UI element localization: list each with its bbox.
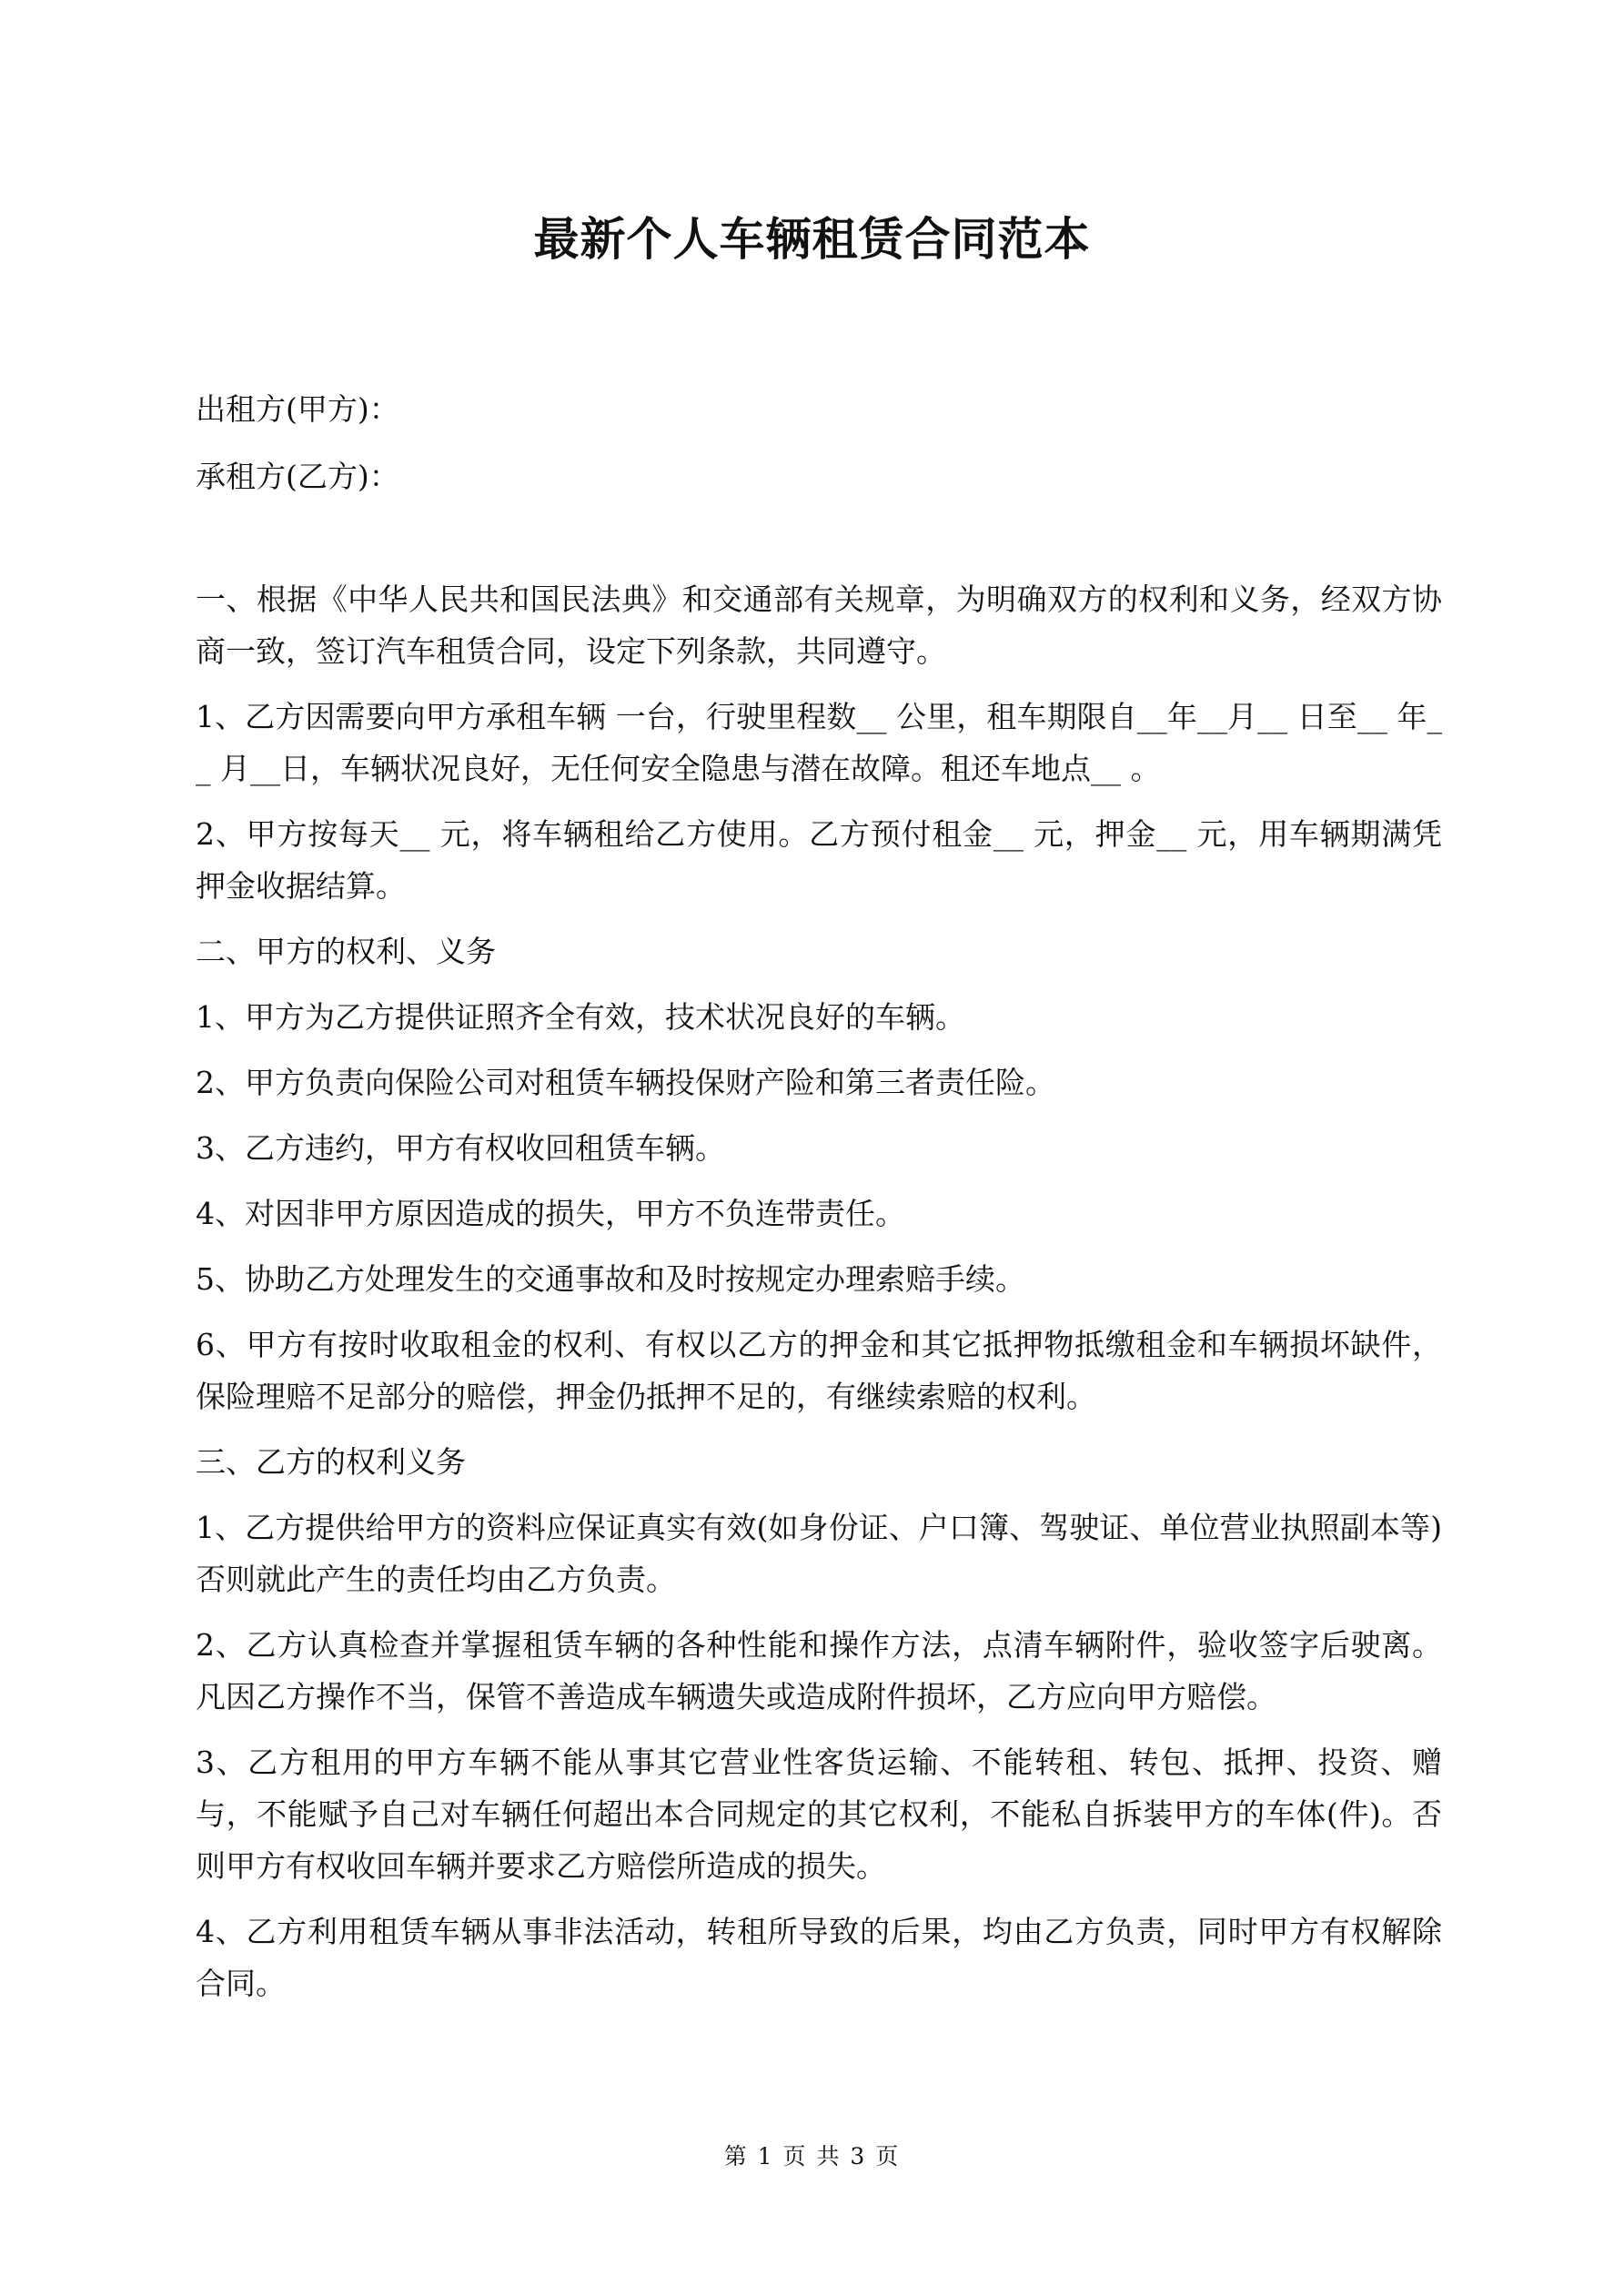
- lessee-label: 承租方(乙方)：: [196, 459, 399, 494]
- paragraph: 1、乙方因需要向甲方承租车辆 一台，行驶里程数__ 公里，租车期限自__年__月__ 日至__ 年__ 月__日，车辆状况良好，无任何安全隐患与潜在故障。租还车地点__ 。: [196, 699, 1442, 786]
- paragraph: 6、甲方有按时收取租金的权利、有权以乙方的押金和其它抵押物抵缴租金和车辆损坏缺件，保险理赔不足部分的赔偿，押金仍抵押不足的，有继续索赔的权利。: [196, 1327, 1442, 1414]
- lessor-label: 出租方(甲方)：: [196, 391, 399, 427]
- paragraph: 5、协助乙方处理发生的交通事故和及时按规定办理索赔手续。: [196, 1261, 1025, 1297]
- parties-block: [196, 382, 1442, 517]
- paragraph: 1、乙方提供给甲方的资料应保证真实有效(如身份证、户口簿、驾驶证、单位营业执照副本等)否则就此产生的责任均由乙方负责。: [196, 1510, 1442, 1597]
- paragraph: 4、对因非甲方原因造成的损失，甲方不负连带责任。: [196, 1196, 905, 1231]
- section-heading: 三、乙方的权利义务: [196, 1444, 466, 1480]
- paragraph: 1、甲方为乙方提供证照齐全有效，技术状况良好的车辆。: [196, 999, 965, 1035]
- paragraph: 2、甲方负责向保险公司对租赁车辆投保财产险和第三者责任险。: [196, 1065, 1055, 1100]
- paragraph: 3、乙方违约，甲方有权收回租赁车辆。: [196, 1130, 725, 1166]
- section-heading: 二、甲方的权利、义务: [196, 934, 496, 969]
- paragraph: 2、乙方认真检查并掌握租赁车辆的各种性能和操作方法，点清车辆附件，验收签字后驶离。凡因乙方操作不当，保管不善造成车辆遗失或造成附件损坏，乙方应向甲方赔偿。: [196, 1627, 1442, 1714]
- contract-body: [196, 573, 1442, 2023]
- paragraph: 一、根据《中华人民共和国民法典》和交通部有关规章，为明确双方的权利和义务，经双方协商一致，签订汽车租赁合同，设定下列条款，共同遵守。: [196, 582, 1442, 669]
- paragraph: 2、甲方按每天__ 元，将车辆租给乙方使用。乙方预付租金__ 元，押金__ 元，用车辆期满凭押金收据结算。: [196, 816, 1442, 904]
- paragraph: 3、乙方租用的甲方车辆不能从事其它营业性客货运输、不能转租、转包、抵押、投资、赠与，不能赋予自己对车辆任何超出本合同规定的其它权利，不能私自拆装甲方的车体(件)。否则甲方有权收回车辆并要求乙方赔偿所造成的损失。: [196, 1745, 1442, 1884]
- document-title: 最新个人车辆租赁合同范本: [533, 212, 1091, 266]
- paragraph: 4、乙方利用租赁车辆从事非法活动，转租所导致的后果，均由乙方负责，同时甲方有权解除合同。: [196, 1914, 1442, 2001]
- page-footer: 第 1 页 共 3 页: [723, 2143, 901, 2170]
